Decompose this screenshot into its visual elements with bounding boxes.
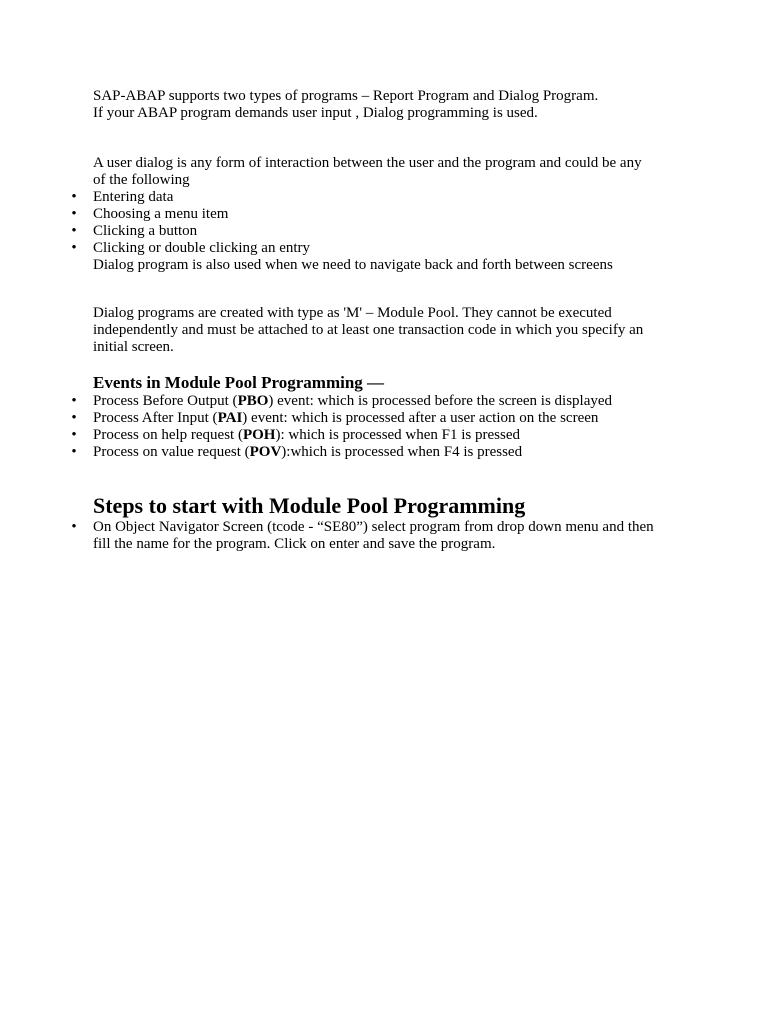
list-item: [71, 410, 678, 427]
list-item: [71, 189, 678, 206]
navigate-line: Dialog program is also used when we need to navigate back and forth between screens: [93, 257, 613, 273]
module-pool-line-1: Dialog programs are created with type as 'M' – Module Pool. They cannot be executed: [93, 305, 612, 321]
event-post: ):which is processed when F4 is pressed: [281, 444, 523, 460]
steps-item-line-2: fill the name for the program. Click on enter and save the program.: [93, 536, 496, 552]
list-item: [71, 519, 678, 553]
bullet-icon: •: [71, 427, 77, 443]
steps-bullet-list: [71, 519, 678, 553]
event-code: PAI: [217, 410, 243, 426]
bullet-icon: •: [71, 444, 77, 460]
intro-line-1: SAP-ABAP supports two types of programs – Report Program and Dialog Program.: [93, 88, 599, 104]
event-post: ) event: which is processed before the screen is displayed: [268, 393, 613, 409]
list-item: [71, 444, 678, 461]
event-code: POV: [249, 444, 282, 460]
events-heading: Events in Module Pool Programming —: [93, 373, 385, 392]
list-item: [71, 206, 678, 223]
intro-line-2: If your ABAP program demands user input , Dialog programming is used.: [93, 105, 538, 121]
event-post: ): which is processed when F1 is pressed: [275, 427, 521, 443]
dialog-para-line-1: A user dialog is any form of interaction between the user and the program and could be any: [93, 155, 642, 171]
list-item-text: Entering data: [93, 189, 174, 205]
event-code: POH: [242, 427, 276, 443]
steps-heading: Steps to start with Module Pool Programming: [93, 493, 526, 518]
bullet-icon: •: [71, 223, 77, 239]
list-item-text: Clicking or double clicking an entry: [93, 240, 311, 256]
list-item: [71, 223, 678, 240]
bullet-icon: •: [71, 240, 77, 256]
steps-section: [71, 493, 678, 553]
intro-paragraph: [93, 88, 678, 122]
module-pool-line-3: initial screen.: [93, 339, 174, 355]
dialog-para-line-2: of the following: [93, 172, 190, 188]
module-pool-line-2: independently and must be attached to at least one transaction code in which you specify an: [93, 322, 644, 338]
event-pre: Process After Input (: [93, 410, 218, 426]
list-item: [71, 240, 678, 257]
events-bullet-list: [71, 393, 678, 461]
module-pool-paragraph: [93, 305, 678, 356]
bullet-icon: •: [71, 189, 77, 205]
event-pre: Process Before Output (: [93, 393, 238, 409]
list-item-text: Choosing a menu item: [93, 206, 229, 222]
bullet-icon: •: [71, 519, 77, 535]
list-item: [71, 393, 678, 410]
dialog-bullet-list: [71, 189, 678, 257]
bullet-icon: •: [71, 206, 77, 222]
list-item: [71, 427, 678, 444]
steps-item-line-1: On Object Navigator Screen (tcode - “SE80”) select program from drop down menu and then: [93, 519, 654, 535]
dialog-paragraph: [71, 155, 678, 274]
event-post: ) event: which is processed after a user action on the screen: [242, 410, 599, 426]
list-item-text: Clicking a button: [93, 223, 198, 239]
event-pre: Process on help request (: [93, 427, 243, 443]
events-section: [71, 373, 678, 461]
event-pre: Process on value request (: [93, 444, 250, 460]
bullet-icon: •: [71, 410, 77, 426]
event-code: PBO: [237, 393, 269, 409]
bullet-icon: •: [71, 393, 77, 409]
